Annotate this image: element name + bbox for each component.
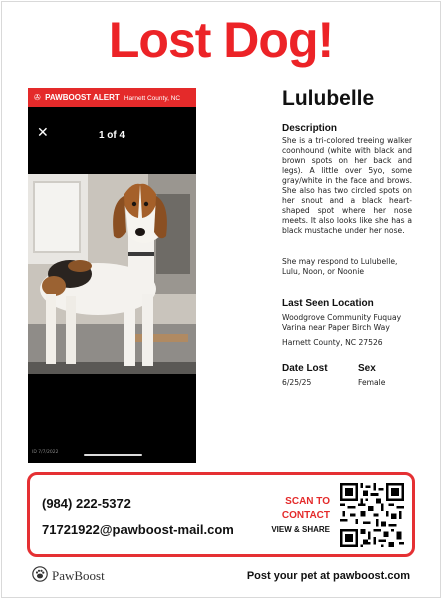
footer-cta[interactable]: Post your pet at pawboost.com — [246, 570, 410, 582]
footer-brand: PawBoost — [52, 568, 105, 583]
pawboost-logo-icon — [32, 566, 48, 582]
sex-heading: Sex — [358, 363, 376, 374]
contact-email[interactable]: 71721922@pawboost-mail.com — [42, 522, 234, 537]
paw-alert-icon: ✇ — [34, 93, 41, 102]
alert-brand: PAWBOOST ALERT — [45, 93, 120, 102]
contact-box — [27, 472, 415, 557]
last-seen-text: Woodgrove Community Fuquay Varina near Paper Birch Way — [282, 313, 402, 332]
contact-phone[interactable]: (984) 222-5372 — [42, 496, 131, 511]
view-share-label: VIEW & SHARE — [271, 525, 330, 534]
photo-counter: 1 of 4 — [98, 130, 126, 141]
scan-to-label: SCAN TO — [285, 496, 330, 507]
alert-location: Harnett County, NC — [123, 95, 181, 102]
dog-photo — [28, 174, 196, 374]
qr-code[interactable] — [340, 483, 404, 547]
home-indicator — [84, 454, 142, 456]
description-heading: Description — [282, 123, 338, 134]
flyer-headline: Lost Dog! — [108, 12, 334, 68]
photo-panel — [28, 88, 196, 463]
dog-name: Lulubelle — [282, 87, 375, 110]
last-seen-heading: Last Seen Location — [282, 298, 374, 309]
sex-value: Female — [358, 378, 386, 387]
close-icon[interactable]: ✕ — [37, 125, 49, 141]
alert-bar — [28, 88, 196, 107]
description-text: She is a tri-colored treeing walker coonhound (white with black and brown spots on her back and legs). A little over 5yo, some gray/white in the face and brows. She also has two circled spots on her snout and a black heart-shaped spot where her nose meets. It also looks like she has a black mustache under her nose. — [282, 136, 412, 235]
date-lost-value: 6/25/25 — [282, 378, 312, 387]
respond-text: She may respond to Lulubelle, Lulu, Noon, or Noonie — [282, 257, 398, 276]
contact-label: CONTACT — [281, 510, 330, 521]
date-lost-heading: Date Lost — [282, 363, 328, 374]
photo-id: ID 7/7/2022 — [32, 450, 59, 455]
city-text: Harnett County, NC 27526 — [282, 338, 383, 347]
